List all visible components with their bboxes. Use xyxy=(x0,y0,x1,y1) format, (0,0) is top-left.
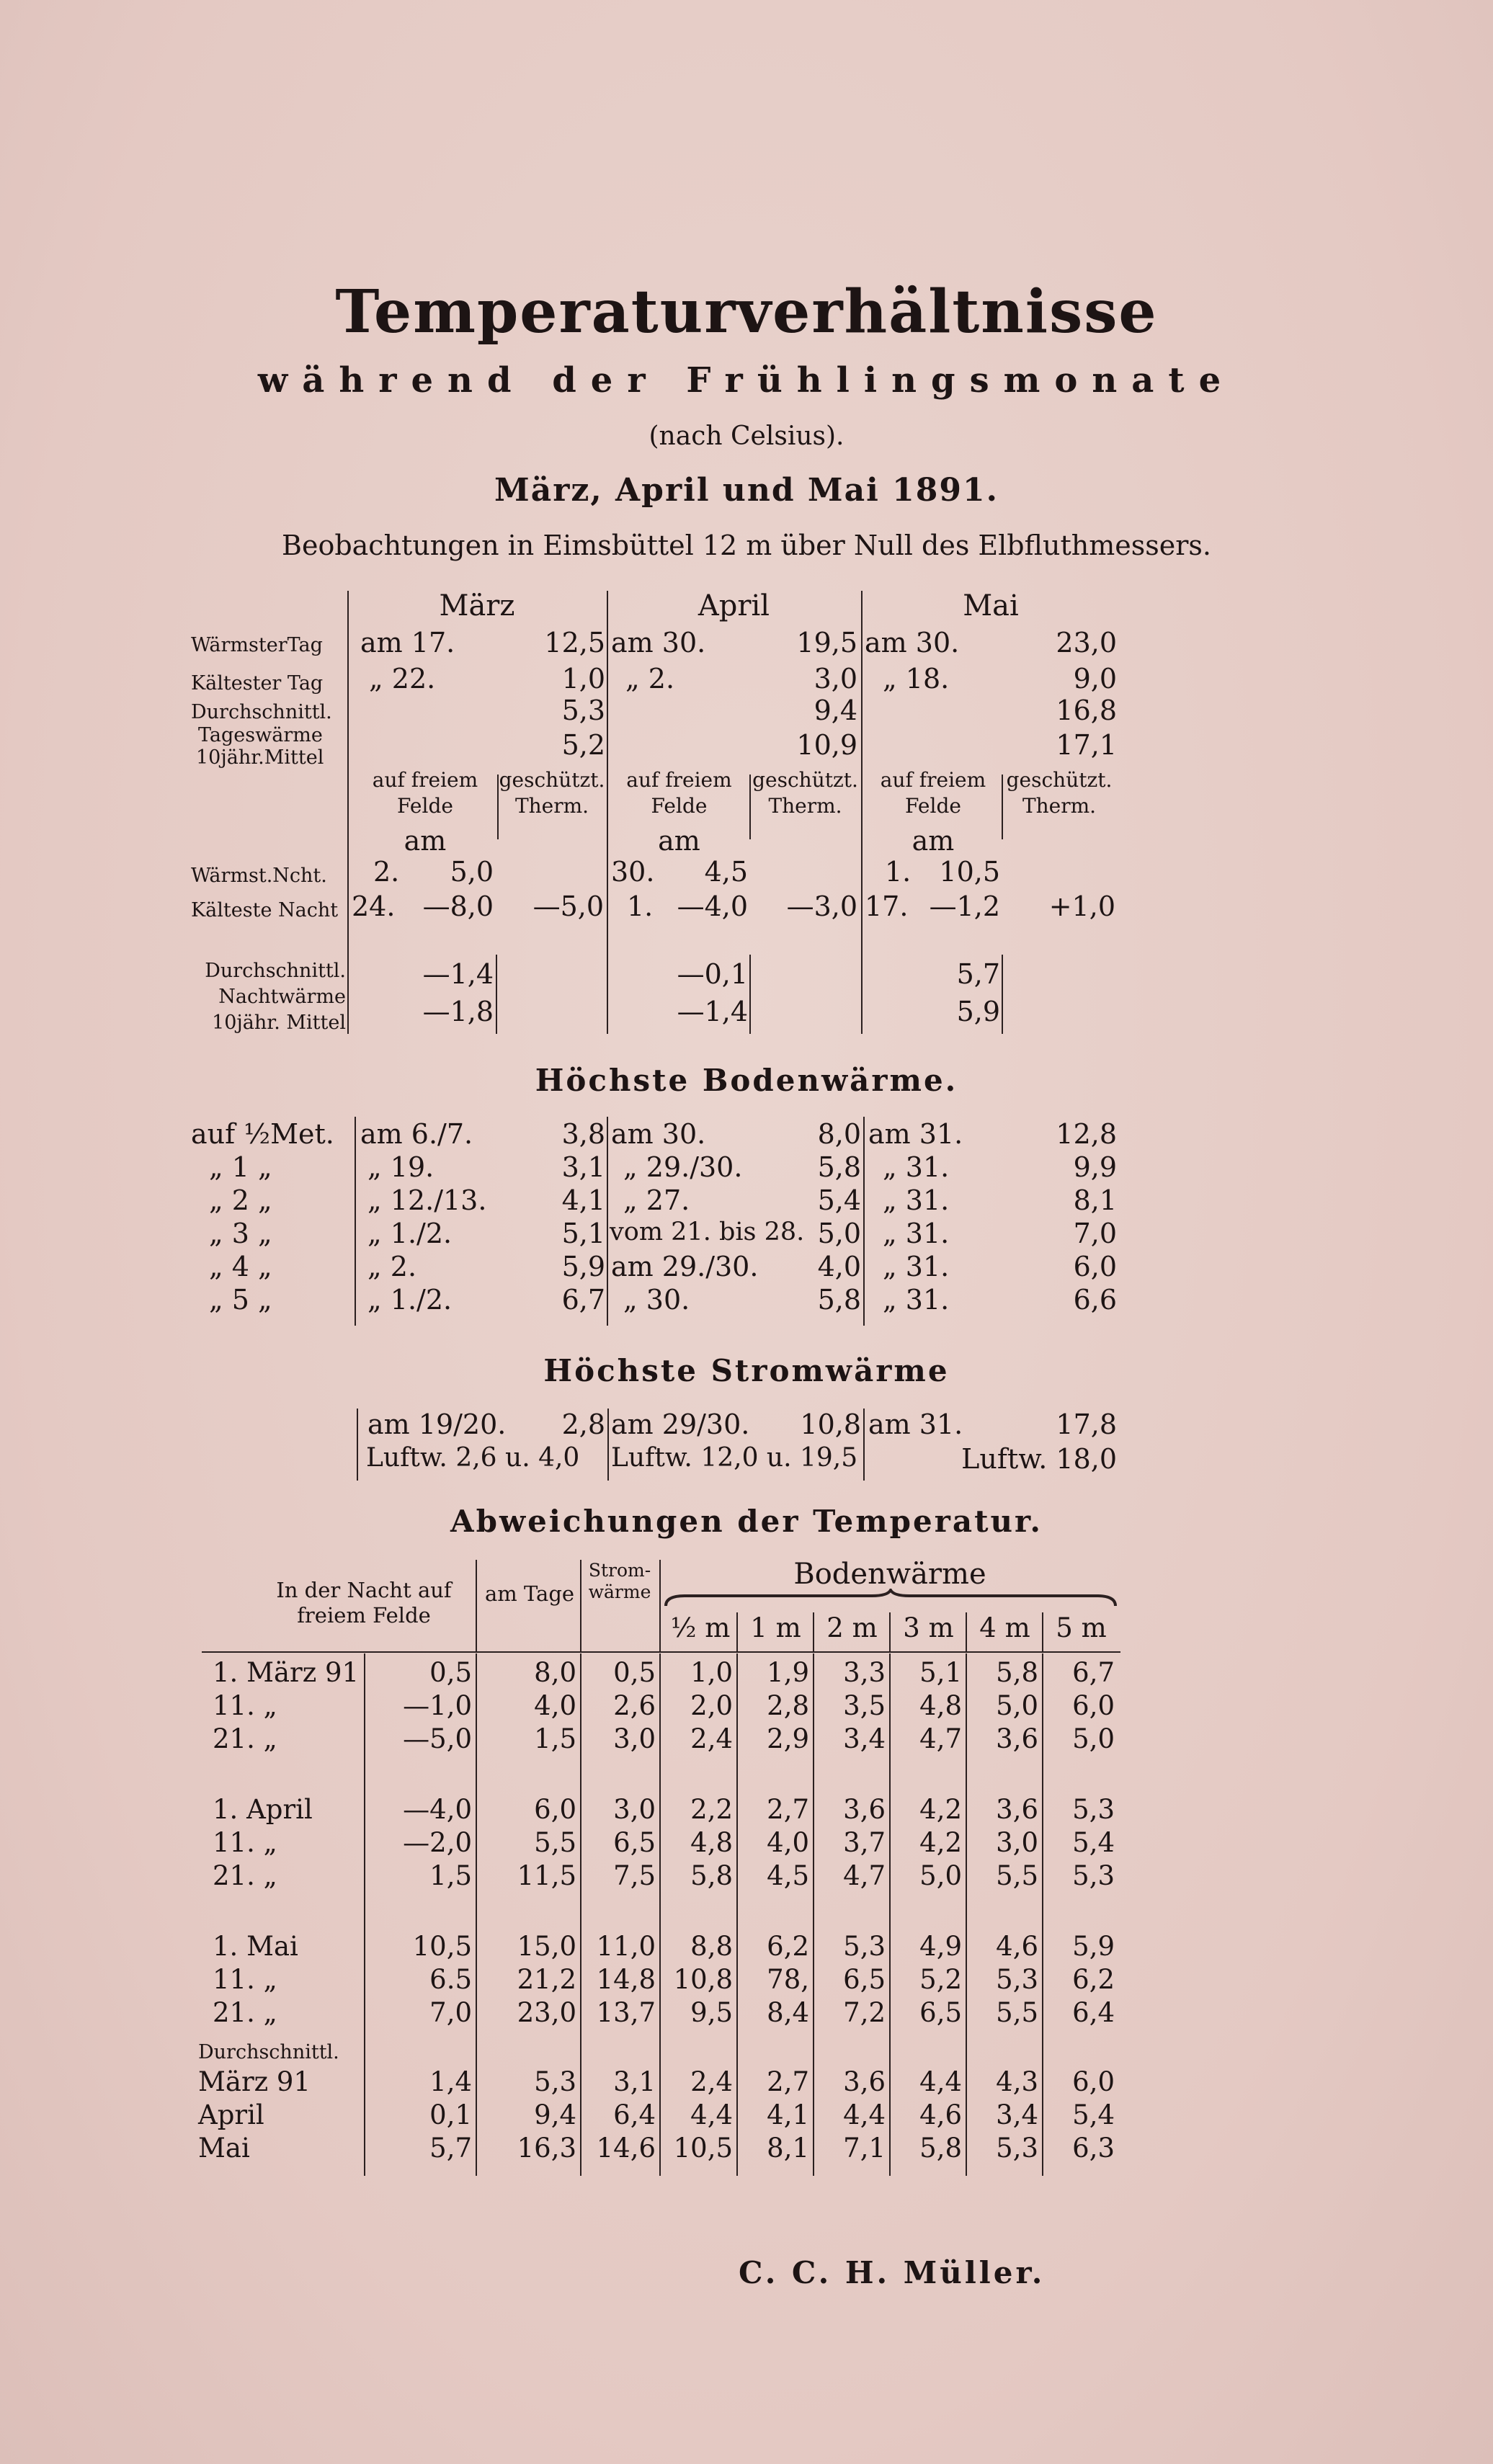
table-cell: 21,2 xyxy=(517,1964,576,1995)
table-cell: 6,4 xyxy=(1072,1997,1115,2028)
cell-value: 5,0 xyxy=(817,1218,861,1249)
subheader-am: am xyxy=(912,825,955,857)
table-cell: 5,0 xyxy=(919,1860,962,1891)
table-cell: 5,5 xyxy=(996,1997,1038,2028)
cell-protected: +1,0 xyxy=(1048,890,1115,922)
table-cell: 4,4 xyxy=(690,2099,733,2130)
cell-value: 9,4 xyxy=(814,695,857,726)
cell-date: 1. xyxy=(885,856,912,888)
table-cell: —2,0 xyxy=(403,1827,472,1858)
cell-date: „ 31. xyxy=(883,1218,950,1249)
table-cell: 1,4 xyxy=(429,2066,472,2097)
table-cell: 4,6 xyxy=(996,1931,1038,1962)
cell-value: 23,0 xyxy=(1056,627,1117,659)
cell-value: 4,0 xyxy=(817,1251,861,1282)
row-label: WärmsterTag xyxy=(191,634,323,656)
table-cell: 1,0 xyxy=(690,1657,733,1688)
col-header-night: In der Nacht auf freiem Felde xyxy=(276,1578,452,1628)
table-cell: 3,0 xyxy=(613,1794,656,1825)
table-cell: 5,0 xyxy=(1072,1723,1115,1754)
cell-value: 5,8 xyxy=(817,1151,861,1183)
stream-max-heading: Höchste Stromwärme xyxy=(543,1353,950,1388)
cell-date: am 30. xyxy=(611,627,706,659)
row-label: 1. April xyxy=(213,1794,313,1825)
table-cell: 11,5 xyxy=(517,1860,576,1891)
table-cell: 13,7 xyxy=(596,1997,656,2028)
cell-value: —1,4 xyxy=(677,996,748,1027)
cell-date: 24. xyxy=(352,890,396,922)
depth-label: „ 5 „ xyxy=(209,1284,272,1316)
cell-date: am 19/20. xyxy=(367,1409,507,1440)
cell-value: 5,4 xyxy=(817,1184,861,1216)
table-cell: 2,4 xyxy=(690,2066,733,2097)
table-cell: 0,5 xyxy=(429,1657,472,1688)
table-cell: 4,3 xyxy=(996,2066,1038,2097)
table-cell: 2,6 xyxy=(613,1690,656,1721)
row-label: 1. März 91 xyxy=(213,1657,360,1688)
table-cell: 16,3 xyxy=(517,2133,576,2164)
cell-date: am 29./30. xyxy=(611,1251,759,1282)
table-cell: 23,0 xyxy=(517,1997,576,2028)
table-cell: 2,2 xyxy=(690,1794,733,1825)
table-cell: 3,6 xyxy=(996,1723,1038,1754)
table-cell: 4,8 xyxy=(919,1690,962,1721)
month-header-march: März xyxy=(439,589,515,622)
table-cell: 6,7 xyxy=(1072,1657,1115,1688)
cell-value: 12,8 xyxy=(1056,1118,1117,1150)
row-label: 10jähr.Mittel xyxy=(196,746,324,769)
cell-date: „ 2. xyxy=(367,1251,417,1282)
row-label: 1. Mai xyxy=(213,1931,298,1962)
table-cell: 3,7 xyxy=(843,1827,886,1858)
subheader-am: am xyxy=(658,825,700,857)
soil-depth-header: 5 m xyxy=(1056,1612,1107,1643)
row-label: Nachtwärme xyxy=(218,986,346,1008)
table-cell: 1,5 xyxy=(429,1860,472,1891)
table-cell: 3,6 xyxy=(843,2066,886,2097)
table-cell: 4,9 xyxy=(919,1931,962,1962)
depth-label: „ 1 „ xyxy=(209,1151,272,1183)
cell-date: am 30. xyxy=(611,1118,706,1150)
table-cell: 4,4 xyxy=(843,2099,886,2130)
table-cell: 9,4 xyxy=(534,2099,576,2130)
table-cell: 7,1 xyxy=(843,2133,886,2164)
table-cell: 5,3 xyxy=(1072,1860,1115,1891)
cell-value: 3,8 xyxy=(561,1118,605,1150)
table-cell: 2,8 xyxy=(767,1690,809,1721)
cell-value: 6,0 xyxy=(1073,1251,1117,1282)
table-cell: 1,5 xyxy=(534,1723,576,1754)
cell-date: „ 31. xyxy=(883,1284,950,1316)
cell-value: 3,1 xyxy=(561,1151,605,1183)
cell-date: 17. xyxy=(865,890,909,922)
cell-date: „ 12./13. xyxy=(367,1184,487,1216)
table-cell: 6,3 xyxy=(1072,2133,1115,2164)
cell-date: „ 31. xyxy=(883,1251,950,1282)
table-cell: 4,1 xyxy=(767,2099,809,2130)
period-heading: März, April und Mai 1891. xyxy=(494,472,999,509)
table-cell: 5,0 xyxy=(996,1690,1038,1721)
brace-icon xyxy=(663,1589,1120,1610)
table-cell: 3,4 xyxy=(996,2099,1038,2130)
table-cell: 8,4 xyxy=(767,1997,809,2028)
table-cell: 15,0 xyxy=(517,1931,576,1962)
col-header-day: am Tage xyxy=(484,1581,575,1606)
cell-value: 10,5 xyxy=(939,856,1000,888)
row-label: 21. „ xyxy=(213,1860,277,1891)
subheader-protected: geschützt. Therm. xyxy=(752,768,858,818)
depth-label: auf ½Met. xyxy=(191,1118,334,1150)
cell-value: 5,0 xyxy=(450,856,494,888)
table-cell: —5,0 xyxy=(403,1723,472,1754)
table-cell: 6,0 xyxy=(1072,2066,1115,2097)
table-cell: 10,5 xyxy=(412,1931,472,1962)
cell-date: vom 21. bis 28. xyxy=(610,1218,805,1246)
table-cell: 6,5 xyxy=(613,1827,656,1858)
cell-date: „ 27. xyxy=(623,1184,690,1216)
cell-value: 10,8 xyxy=(800,1409,861,1440)
table-cell: 3,6 xyxy=(843,1794,886,1825)
table-cell: 5,4 xyxy=(1072,2099,1115,2130)
table-cell: 5,5 xyxy=(996,1860,1038,1891)
table-cell: 2,4 xyxy=(690,1723,733,1754)
table-cell: 3,3 xyxy=(843,1657,886,1688)
table-cell: 0,1 xyxy=(429,2099,472,2130)
table-cell: 3,0 xyxy=(996,1827,1038,1858)
cell-value: 4,5 xyxy=(704,856,748,888)
table-cell: 8,8 xyxy=(690,1931,733,1962)
cell-value: 6,6 xyxy=(1073,1284,1117,1316)
observation-note: Beobachtungen in Eimsbüttel 12 m über Null des Elbfluthmessers. xyxy=(282,530,1211,561)
table-cell: 5,2 xyxy=(919,1964,962,1995)
month-header-april: April xyxy=(698,589,770,622)
table-cell: 5,3 xyxy=(996,2133,1038,2164)
cell-value: 7,0 xyxy=(1073,1218,1117,1249)
cell-date: am 31. xyxy=(868,1409,963,1440)
table-cell: 3,0 xyxy=(613,1723,656,1754)
unit-note: (nach Celsius). xyxy=(649,421,844,451)
table-cell: 6,2 xyxy=(767,1931,809,1962)
row-label: 11. „ xyxy=(213,1827,277,1858)
cell-value: 5,8 xyxy=(817,1284,861,1316)
table-cell: 5,1 xyxy=(919,1657,962,1688)
col-header-soil: Bodenwärme xyxy=(793,1558,986,1591)
table-cell: 7,5 xyxy=(613,1860,656,1891)
cell-protected: —5,0 xyxy=(532,890,604,922)
cell-date: „ 22. xyxy=(369,663,436,695)
table-cell: 14,6 xyxy=(596,2133,656,2164)
row-label: Wärmst.Ncht. xyxy=(191,865,327,887)
table-cell: 7,2 xyxy=(843,1997,886,2028)
cell-value: 19,5 xyxy=(796,627,857,659)
row-label: 11. „ xyxy=(213,1964,277,1995)
cell-value: 1,0 xyxy=(561,663,605,695)
row-label: 10jähr. Mittel xyxy=(212,1012,346,1034)
cell-value: 5,2 xyxy=(561,729,605,761)
depth-label: „ 4 „ xyxy=(209,1251,272,1282)
row-label: Mai xyxy=(198,2133,250,2164)
cell-date: am 17. xyxy=(360,627,455,659)
row-label: Durchschnittl. xyxy=(205,960,346,982)
table-cell: 6,4 xyxy=(613,2099,656,2130)
table-cell: 9,5 xyxy=(690,1997,733,2028)
soil-depth-header: 1 m xyxy=(750,1612,801,1643)
cell-date: am 30. xyxy=(865,627,960,659)
row-label: April xyxy=(198,2099,264,2130)
cell-value: 5,1 xyxy=(561,1218,605,1249)
page-title: Temperaturverhältnisse xyxy=(335,277,1158,347)
table-cell: 4,5 xyxy=(767,1860,809,1891)
cell-value: —1,4 xyxy=(422,958,494,990)
cell-date: „ 19. xyxy=(367,1151,434,1183)
avg-label: Durchschnittl. xyxy=(198,2041,339,2063)
cell-value: —1,2 xyxy=(929,890,1000,922)
deviations-heading: Abweichungen der Temperatur. xyxy=(450,1504,1043,1539)
cell-date: „ 1./2. xyxy=(367,1218,453,1249)
air-temp: Luftw. 12,0 u. 19,5 xyxy=(611,1443,858,1473)
table-cell: 5,3 xyxy=(996,1964,1038,1995)
cell-value: 9,9 xyxy=(1073,1151,1117,1183)
table-cell: 5,5 xyxy=(534,1827,576,1858)
table-cell: 5,3 xyxy=(1072,1794,1115,1825)
cell-date: „ 29./30. xyxy=(623,1151,743,1183)
table-cell: 5,3 xyxy=(534,2066,576,2097)
table-cell: 3,5 xyxy=(843,1690,886,1721)
author-signature: C. C. H. Müller. xyxy=(739,2255,1046,2290)
table-cell: 2,7 xyxy=(767,2066,809,2097)
row-label: 11. „ xyxy=(213,1690,277,1721)
page-subtitle: während der Frühlingsmonate xyxy=(257,360,1236,401)
depth-label: „ 2 „ xyxy=(209,1184,272,1216)
cell-value: 4,1 xyxy=(561,1184,605,1216)
month-header-may: Mai xyxy=(963,589,1019,622)
table-cell: 2,9 xyxy=(767,1723,809,1754)
table-cell: 7,0 xyxy=(429,1997,472,2028)
subheader-protected: geschützt. Therm. xyxy=(499,768,605,818)
table-cell: 4,4 xyxy=(919,2066,962,2097)
cell-value: 16,8 xyxy=(1056,695,1117,726)
table-cell: 5,4 xyxy=(1072,1827,1115,1858)
soil-depth-header: ½ m xyxy=(670,1612,731,1643)
cell-value: 5,7 xyxy=(956,958,1000,990)
cell-date: 1. xyxy=(627,890,654,922)
depth-label: „ 3 „ xyxy=(209,1218,272,1249)
table-cell: 4,6 xyxy=(919,2099,962,2130)
table-cell: 5,7 xyxy=(429,2133,472,2164)
table-cell: 3,1 xyxy=(613,2066,656,2097)
row-label: Kälteste Nacht xyxy=(191,899,339,921)
cell-value: —1,8 xyxy=(422,996,494,1027)
soil-max-heading: Höchste Bodenwärme. xyxy=(535,1063,958,1098)
table-cell: 8,0 xyxy=(534,1657,576,1688)
subheader-open-field: auf freiem Felde xyxy=(880,768,986,818)
subheader-protected: geschützt. Therm. xyxy=(1006,768,1113,818)
cell-value: —4,0 xyxy=(677,890,748,922)
table-cell: 5,9 xyxy=(1072,1931,1115,1962)
table-cell: 4,2 xyxy=(919,1827,962,1858)
soil-depth-header: 4 m xyxy=(979,1612,1030,1643)
table-cell: 6.5 xyxy=(429,1964,472,1995)
table-cell: 5,8 xyxy=(919,2133,962,2164)
table-cell: 6,5 xyxy=(843,1964,886,1995)
row-label: Durchschnittl. xyxy=(191,701,332,723)
cell-date: 2. xyxy=(373,856,400,888)
table-cell: 2,7 xyxy=(767,1794,809,1825)
cell-value: 5,3 xyxy=(561,695,605,726)
table-cell: 0,5 xyxy=(613,1657,656,1688)
table-cell: 4,8 xyxy=(690,1827,733,1858)
cell-value: 5,9 xyxy=(956,996,1000,1027)
soil-depth-header: 3 m xyxy=(903,1612,954,1643)
col-header-stream: Strom- wärme xyxy=(588,1560,651,1602)
cell-date: „ 30. xyxy=(623,1284,690,1316)
table-cell: 2,0 xyxy=(690,1690,733,1721)
table-cell: 8,1 xyxy=(767,2133,809,2164)
cell-date: „ 1./2. xyxy=(367,1284,453,1316)
table-cell: 4,7 xyxy=(919,1723,962,1754)
cell-value: 17,1 xyxy=(1056,729,1117,761)
cell-date: „ 2. xyxy=(625,663,675,695)
cell-value: —0,1 xyxy=(677,958,748,990)
table-cell: 1,9 xyxy=(767,1657,809,1688)
cell-date: „ 31. xyxy=(883,1151,950,1183)
subheader-am: am xyxy=(404,825,447,857)
cell-date: „ 31. xyxy=(883,1184,950,1216)
table-cell: 5,3 xyxy=(843,1931,886,1962)
table-cell: 4,7 xyxy=(843,1860,886,1891)
cell-value: 10,9 xyxy=(796,729,857,761)
air-temp: Luftw. 2,6 u. 4,0 xyxy=(366,1443,580,1473)
cell-date: 30. xyxy=(611,856,655,888)
soil-depth-header: 2 m xyxy=(826,1612,878,1643)
table-cell: 11,0 xyxy=(596,1931,656,1962)
cell-value: 3,0 xyxy=(814,663,857,695)
cell-value: —8,0 xyxy=(422,890,494,922)
table-cell: 6,2 xyxy=(1072,1964,1115,1995)
cell-date: am 29/30. xyxy=(611,1409,750,1440)
table-cell: 6,5 xyxy=(919,1997,962,2028)
row-label: März 91 xyxy=(198,2066,311,2097)
row-label: Kältester Tag xyxy=(191,672,324,695)
table-cell: 3,6 xyxy=(996,1794,1038,1825)
table-cell: 5,8 xyxy=(996,1657,1038,1688)
cell-protected: —3,0 xyxy=(786,890,857,922)
table-cell: 10,8 xyxy=(673,1964,733,1995)
cell-value: 8,1 xyxy=(1073,1184,1117,1216)
subheader-open-field: auf freiem Felde xyxy=(626,768,732,818)
cell-value: 5,9 xyxy=(561,1251,605,1282)
cell-value: 6,7 xyxy=(561,1284,605,1316)
cell-value: 9,0 xyxy=(1073,663,1117,695)
table-cell: —4,0 xyxy=(403,1794,472,1825)
table-cell: 4,0 xyxy=(534,1690,576,1721)
cell-value: 17,8 xyxy=(1056,1409,1117,1440)
row-label: 21. „ xyxy=(213,1723,277,1754)
row-label: 21. „ xyxy=(213,1997,277,2028)
table-cell: 6,0 xyxy=(534,1794,576,1825)
table-cell: 78, xyxy=(767,1964,809,1995)
table-cell: —1,0 xyxy=(403,1690,472,1721)
cell-date: am 31. xyxy=(868,1118,963,1150)
cell-date: „ 18. xyxy=(883,663,950,695)
air-temp: Luftw. 18,0 xyxy=(961,1443,1117,1475)
cell-value: 2,8 xyxy=(561,1409,605,1440)
table-cell: 3,4 xyxy=(843,1723,886,1754)
cell-date: am 6./7. xyxy=(360,1118,473,1150)
cell-value: 12,5 xyxy=(544,627,605,659)
table-cell: 14,8 xyxy=(596,1964,656,1995)
table-cell: 4,2 xyxy=(919,1794,962,1825)
subheader-open-field: auf freiem Felde xyxy=(372,768,478,818)
table-cell: 4,0 xyxy=(767,1827,809,1858)
cell-value: 8,0 xyxy=(817,1118,861,1150)
table-cell: 6,0 xyxy=(1072,1690,1115,1721)
table-cell: 10,5 xyxy=(673,2133,733,2164)
table-cell: 5,8 xyxy=(690,1860,733,1891)
row-label: Tageswärme xyxy=(198,724,323,746)
